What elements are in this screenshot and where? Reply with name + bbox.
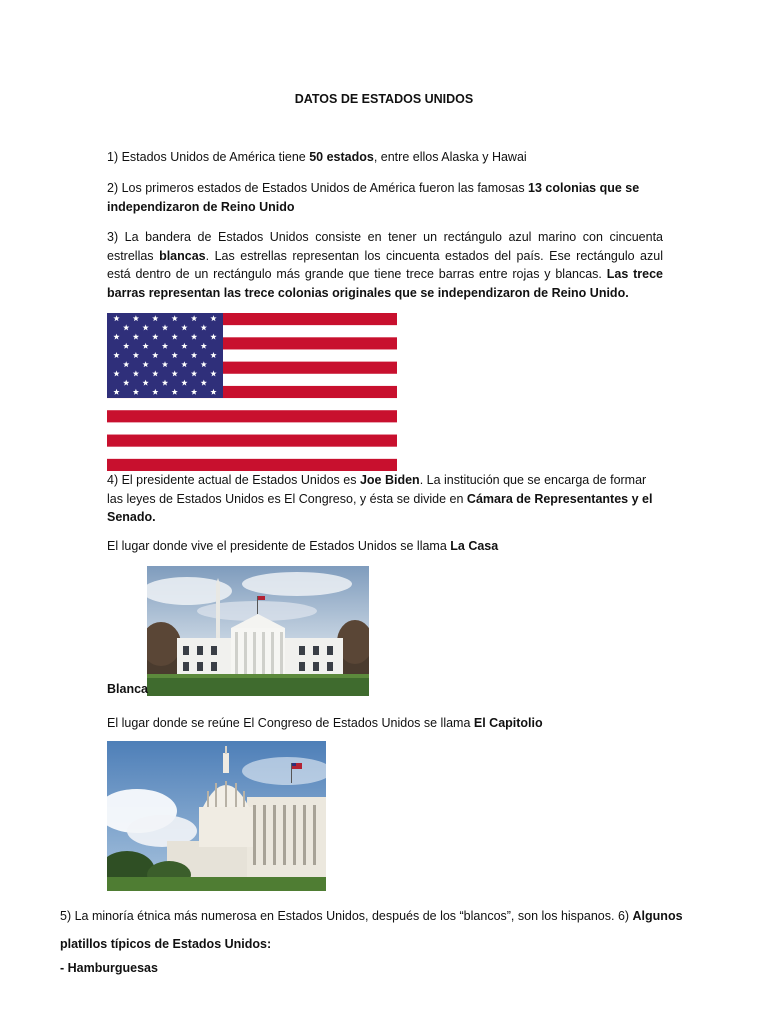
paragraph-4: 4) El presidente actual de Estados Unidos es Joe Biden. La institución que se encarga de formar las leyes de Estados Unidos es El Congreso, y ésta se divide en Cámara de Representantes y el Senado. [107,473,653,524]
page-title: DATOS DE ESTADOS UNIDOS [294,92,474,106]
paragraph-1: 1) Estados Unidos de América tiene 50 estados, entre ellos Alaska y Hawai [107,150,527,164]
paragraph-6: El lugar donde se reúne El Congreso de Estados Unidos se llama El Capitolio [107,716,543,730]
white-house-image [147,566,369,696]
paragraph-5: El lugar donde vive el presidente de Estados Unidos se llama La Casa [107,539,499,553]
paragraph-5-continuation: Blanca [107,682,148,696]
paragraph-3: 3) La bandera de Estados Unidos consiste en tener un rectángulo azul marino con cincuenta estrellas blancas. Las estrellas representan los cincuenta estados del país. Ese rectángulo azul está dentro de un rectángulo más grande que tiene trece barras entre rojas y blancas. Las trece barras representan las trece colonias originales que se independizaron de Reino Unido. [107,230,663,300]
us-flag-image [107,313,397,471]
paragraph-7: 5) La minoría étnica más numerosa en Estados Unidos, después de los “blancos”, son los hispanos. 6) Algunos platillos típicos de Estados Unidos: [60,909,683,951]
capitol-image [107,741,326,891]
list-item: - Hamburguesas [60,961,158,975]
paragraph-2: 2) Los primeros estados de Estados Unidos de América fueron las famosas 13 colonias que se independizaron de Reino Unido [107,181,640,214]
